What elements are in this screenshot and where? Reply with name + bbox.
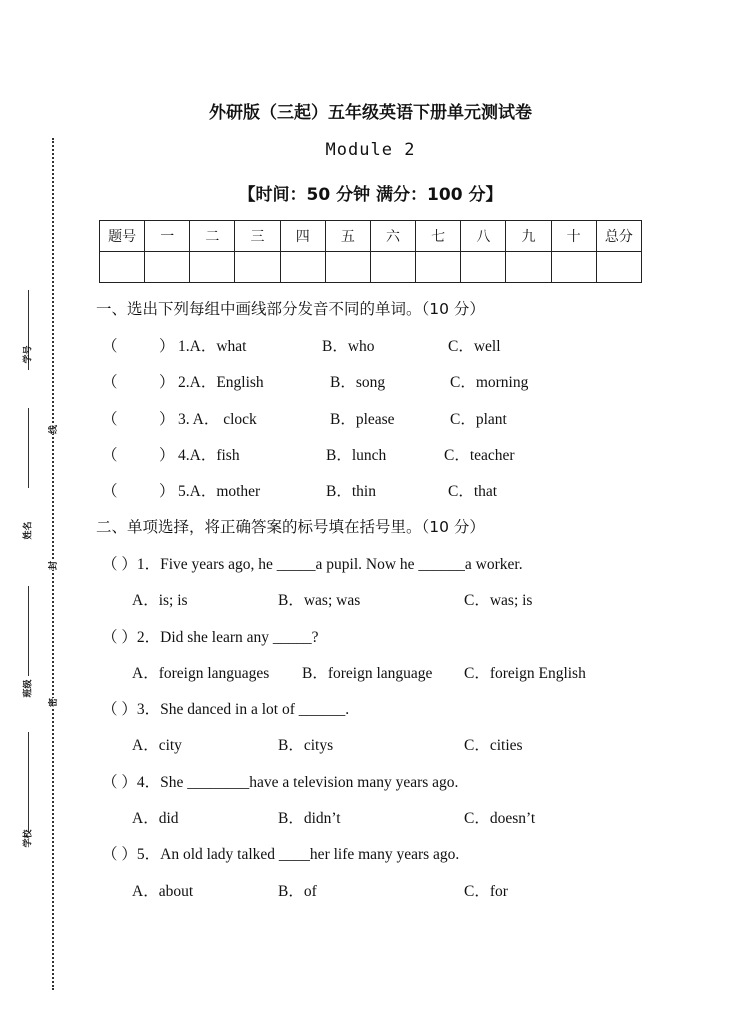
name-label: 姓名 bbox=[23, 521, 34, 540]
s1-q1-close-paren: ） bbox=[159, 338, 175, 355]
score-header-cell: 总分 bbox=[596, 221, 641, 252]
score-header-cell: 九 bbox=[506, 221, 551, 252]
s2-q3-option-c: C．cities bbox=[464, 737, 523, 754]
score-header-cell: 一 bbox=[145, 221, 190, 252]
score-table-header-row bbox=[100, 221, 642, 252]
s1-q2-open-paren: （ bbox=[102, 374, 118, 391]
s2-q5-option-c: C．for bbox=[464, 883, 508, 900]
school-blank bbox=[28, 732, 29, 832]
score-blank-cell[interactable] bbox=[190, 252, 235, 283]
s2-q1-option-a: A．is; is bbox=[132, 592, 188, 609]
s1-q5-open-paren: （ bbox=[102, 483, 118, 500]
s1-q1-option-a: 1.A．what bbox=[178, 338, 247, 355]
s1-q3-open-paren: （ bbox=[102, 411, 118, 428]
score-header-cell: 八 bbox=[461, 221, 506, 252]
score-blank-cell[interactable] bbox=[551, 252, 596, 283]
score-blank-cell[interactable] bbox=[596, 252, 641, 283]
s2-q4-option-a: A．did bbox=[132, 810, 179, 827]
s2-q1-option-b: B．was; was bbox=[278, 592, 361, 609]
s2-q3-option-a: A．city bbox=[132, 737, 182, 754]
s1-q5-option-c: C．that bbox=[448, 483, 498, 500]
s1-q3-option-a: 3. A． clock bbox=[178, 411, 257, 428]
score-blank-cell[interactable] bbox=[325, 252, 370, 283]
score-header-cell: 五 bbox=[325, 221, 370, 252]
s1-q1-option-c: C．well bbox=[448, 338, 501, 355]
score-header-cell: 题号 bbox=[100, 221, 145, 252]
score-header-cell: 三 bbox=[235, 221, 280, 252]
s1-q4-option-b: B．lunch bbox=[326, 447, 387, 464]
s1-q4-option-c: C．teacher bbox=[444, 447, 515, 464]
s2-q5-option-a: A．about bbox=[132, 883, 194, 900]
time-score-info: 【时间：50 分钟 满分：100 分】 bbox=[238, 185, 503, 205]
s2-q3-stem: （ ）3．She danced in a lot of ______. bbox=[102, 701, 350, 718]
binding-mark-line: 线 bbox=[45, 425, 60, 434]
s1-q2-option-b: B．song bbox=[330, 374, 386, 391]
s1-q3-option-b: B．please bbox=[330, 411, 395, 428]
score-header-cell: 四 bbox=[280, 221, 325, 252]
s2-q4-option-c: C．doesn’t bbox=[464, 810, 536, 827]
s1-q5-option-a: 5.A．mother bbox=[178, 483, 261, 500]
score-blank-cell[interactable] bbox=[235, 252, 280, 283]
s2-q4-stem: （ ）4．She ________have a television many years ago. bbox=[102, 774, 459, 791]
class-label: 班级 bbox=[23, 679, 34, 698]
s1-q4-open-paren: （ bbox=[102, 447, 118, 464]
name-blank bbox=[28, 408, 29, 488]
score-table bbox=[99, 220, 642, 283]
s2-q4-option-b: B．didn’t bbox=[278, 810, 341, 827]
score-blank-cell[interactable] bbox=[280, 252, 325, 283]
s2-q1-option-c: C．was; is bbox=[464, 592, 533, 609]
s2-q5-stem: （ ）5．An old lady talked ____her life many years ago. bbox=[102, 846, 460, 863]
score-blank-cell[interactable] bbox=[416, 252, 461, 283]
score-header-cell: 十 bbox=[551, 221, 596, 252]
s1-q2-option-c: C．morning bbox=[450, 374, 529, 391]
s2-q2-option-a: A．foreign languages bbox=[132, 665, 270, 682]
class-blank bbox=[28, 586, 29, 676]
student-id-label: 学号 bbox=[23, 345, 34, 364]
s1-q3-option-c: C．plant bbox=[450, 411, 507, 428]
s2-q3-option-b: B．citys bbox=[278, 737, 334, 754]
s2-q2-stem: （ ）2．Did she learn any _____? bbox=[102, 629, 319, 646]
binding-mark-seal: 封 bbox=[45, 561, 60, 570]
s2-q5-option-b: B．of bbox=[278, 883, 317, 900]
page-title: 外研版（三起）五年级英语下册单元测试卷 bbox=[209, 103, 532, 123]
score-blank-cell[interactable] bbox=[370, 252, 415, 283]
section2-heading: 二、单项选择，将正确答案的标号填在括号里。（10 分） bbox=[96, 518, 485, 536]
score-blank-cell[interactable] bbox=[100, 252, 145, 283]
score-blank-cell[interactable] bbox=[145, 252, 190, 283]
s2-q2-option-c: C．foreign English bbox=[464, 665, 586, 682]
s2-q2-option-b: B．foreign language bbox=[302, 665, 433, 682]
score-header-cell: 七 bbox=[416, 221, 461, 252]
s1-q2-option-a: 2.A．English bbox=[178, 374, 264, 391]
s1-q4-close-paren: ） bbox=[159, 447, 175, 464]
score-blank-cell[interactable] bbox=[506, 252, 551, 283]
score-blank-cell[interactable] bbox=[461, 252, 506, 283]
binding-mark-secret: 密 bbox=[45, 698, 60, 707]
s2-q1-stem: （ ）1．Five years ago, he _____a pupil. Now he ______a worker. bbox=[102, 556, 523, 573]
s1-q5-close-paren: ） bbox=[159, 483, 175, 500]
s1-q3-close-paren: ） bbox=[159, 411, 175, 428]
s1-q2-close-paren: ） bbox=[159, 374, 175, 391]
s1-q5-option-b: B．thin bbox=[326, 483, 376, 500]
module-title: Module 2 bbox=[325, 140, 416, 160]
section1-heading: 一、选出下列每组中画线部分发音不同的单词。（10 分） bbox=[96, 300, 485, 318]
score-header-cell: 六 bbox=[370, 221, 415, 252]
score-header-cell: 二 bbox=[190, 221, 235, 252]
school-label: 学校 bbox=[23, 829, 34, 848]
s1-q1-option-b: B．who bbox=[322, 338, 375, 355]
s1-q4-option-a: 4.A．fish bbox=[178, 447, 240, 464]
s1-q1-open-paren: （ bbox=[102, 338, 118, 355]
score-table-blank-row bbox=[100, 252, 642, 283]
